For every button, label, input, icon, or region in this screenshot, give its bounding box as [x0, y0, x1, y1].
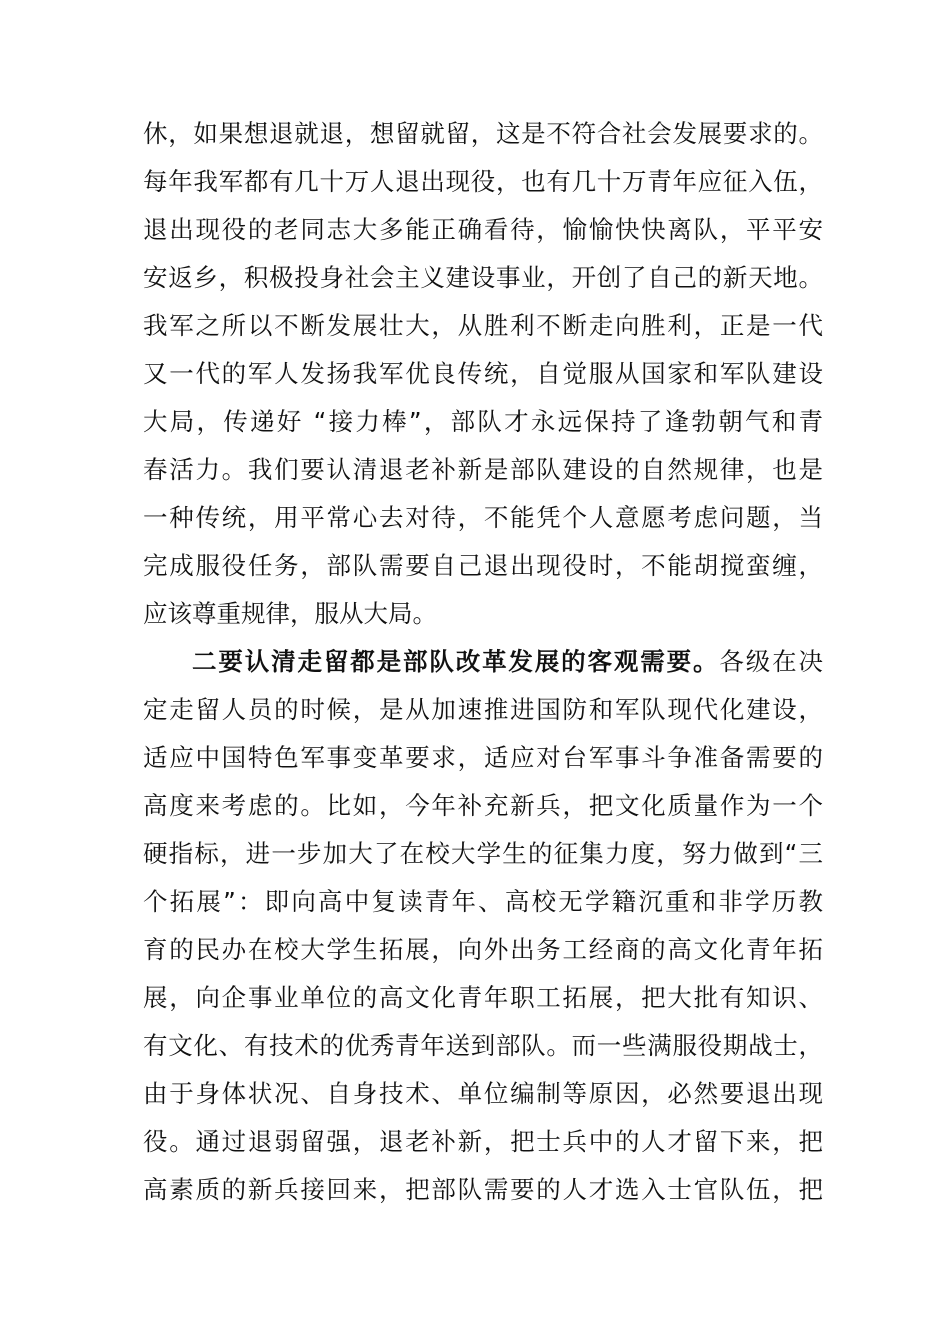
text-line: 硬指标，进一步加大了在校大学生的征集力度，努力做到“三: [143, 839, 823, 868]
paragraph-1: [143, 110, 823, 638]
text-line: 高素质的新兵接回来，把部队需要的人才选入士官队伍，把: [143, 1175, 823, 1204]
text-line: 个拓展”：即向高中复读青年、高校无学籍沉重和非学历教: [143, 887, 823, 916]
text-line: 又一代的军人发扬我军优良传统，自觉服从国家和军队建设: [143, 359, 823, 388]
text-line: 安返乡，积极投身社会主义建设事业，开创了自己的新天地。: [143, 263, 823, 292]
text-line: 完成服役任务，部队需要自己退出现役时，不能胡搅蛮缠，: [143, 551, 823, 580]
text-line: 大局，传递好 “接力棒”，部队才永远保持了逢勃朝气和青: [143, 407, 823, 436]
text-fragment: 各级在决: [719, 647, 823, 676]
text-line: 一种传统，用平常心去对待，不能凭个人意愿考虑问题，当: [143, 503, 823, 532]
text-line: 展，向企事业单位的高文化青年职工拓展，把大批有知识、: [143, 983, 823, 1012]
text-line: 有文化、有技术的优秀青年送到部队。而一些满服役期战士，: [143, 1031, 823, 1060]
text-line: 每年我军都有几十万人退出现役，也有几十万青年应征入伍，: [143, 167, 823, 196]
document-body: [143, 110, 823, 1214]
text-line: 由于身体状况、自身技术、单位编制等原因，必然要退出现: [143, 1079, 823, 1108]
paragraph-heading: 二要认清走留都是部队改革发展的客观需要。: [192, 647, 720, 676]
paragraph-2: [143, 638, 823, 1214]
text-line: 役。通过退弱留强，退老补新，把士兵中的人才留下来，把: [143, 1127, 823, 1156]
text-line: 应该尊重规律，服从大局。: [143, 599, 437, 628]
text-line: 育的民办在校大学生拓展，向外出务工经商的高文化青年拓: [143, 935, 823, 964]
text-line: 高度来考虑的。比如，今年补充新兵，把文化质量作为一个: [143, 791, 823, 820]
text-line: 我军之所以不断发展壮大，从胜利不断走向胜利，正是一代: [143, 311, 823, 340]
paragraph-heading-line: [143, 638, 823, 686]
text-line: 定走留人员的时候，是从加速推进国防和军队现代化建设，: [143, 695, 823, 724]
text-line: 适应中国特色军事变革要求，适应对台军事斗争准备需要的: [143, 743, 823, 772]
text-line: 春活力。我们要认清退老补新是部队建设的自然规律，也是: [143, 455, 823, 484]
text-line: 退出现役的老同志大多能正确看待，愉愉快快离队，平平安: [143, 215, 823, 244]
text-line: 休，如果想退就退，想留就留，这是不符合社会发展要求的。: [143, 119, 823, 148]
